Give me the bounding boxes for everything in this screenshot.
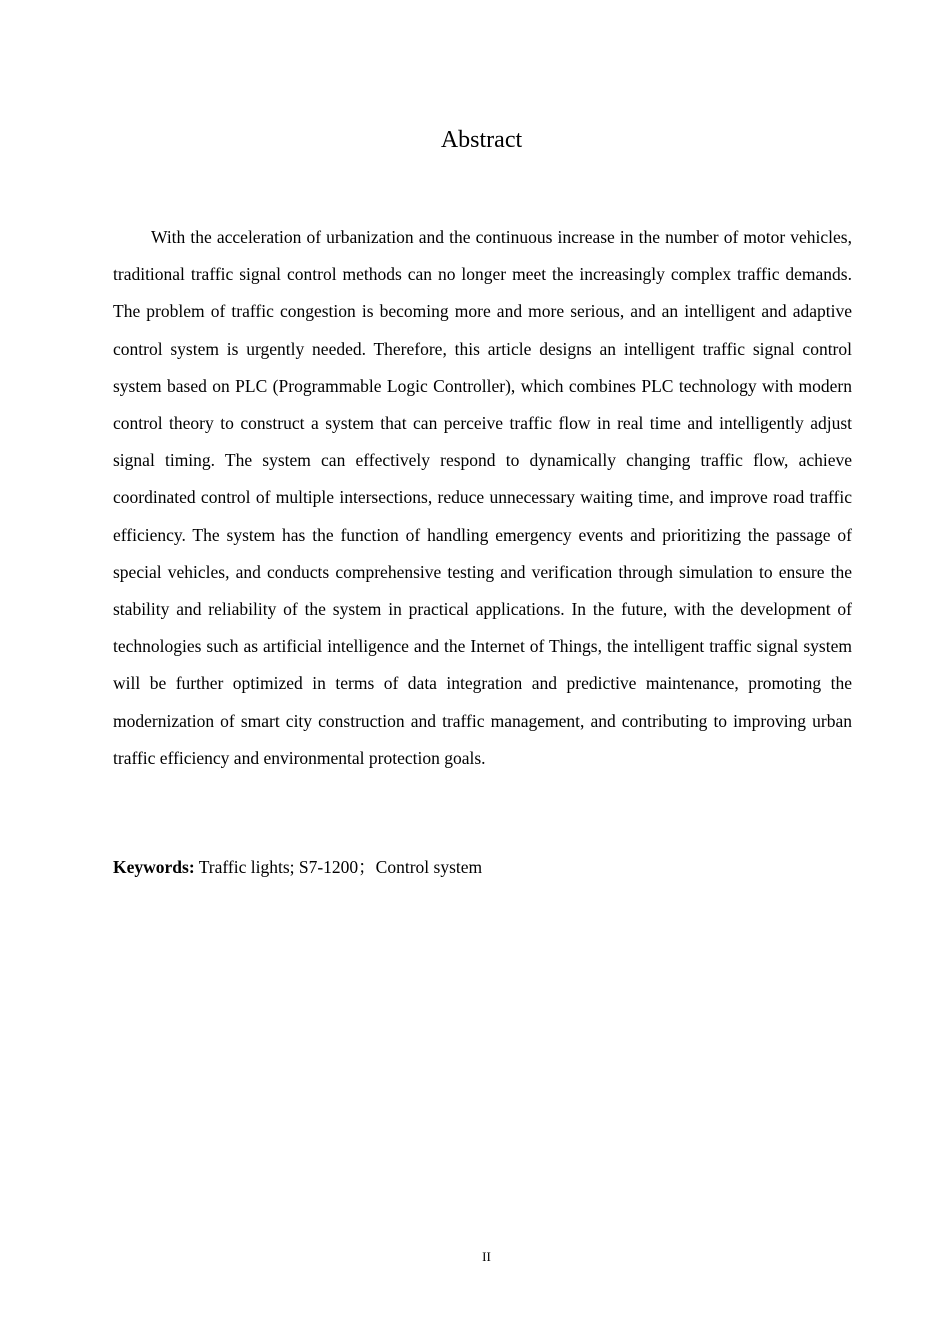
page-title: Abstract: [440, 127, 523, 153]
keywords-line: [113, 852, 852, 882]
keywords-value: Traffic lights; S7-1200；Control system: [194, 857, 483, 877]
page-number: II: [482, 1249, 491, 1264]
abstract-paragraph: With the acceleration of urbanization and the continuous increase in the number of motor vehicles, traditional traffic signal control methods can no longer meet the increasingly complex traffic demands. The problem of traffic congestion is becoming more and more serious, and an intelligent and adaptive control system is urgently needed. Therefore, this article designs an intelligent traffic signal control system based on PLC (Programmable Logic Controller), which combines PLC technology with modern control theory to construct a system that can perceive traffic flow in real time and intelligently adjust signal timing. The system can effectively respond to dynamically changing traffic flow, achieve coordinated control of multiple intersections, reduce unnecessary waiting time, and improve road traffic efficiency. The system has the function of handling emergency events and prioritizing the passage of special vehicles, and conducts comprehensive testing and verification through simulation to ensure the stability and reliability of the system in practical applications. In the future, with the development of technologies such as artificial intelligence and the Internet of Things, the intelligent traffic signal system will be further optimized in terms of data integration and predictive maintenance, promoting the modernization of smart city construction and traffic management, and contributing to improving urban traffic efficiency and environmental protection goals.: [113, 227, 852, 768]
keywords-label: Keywords:: [113, 857, 195, 877]
